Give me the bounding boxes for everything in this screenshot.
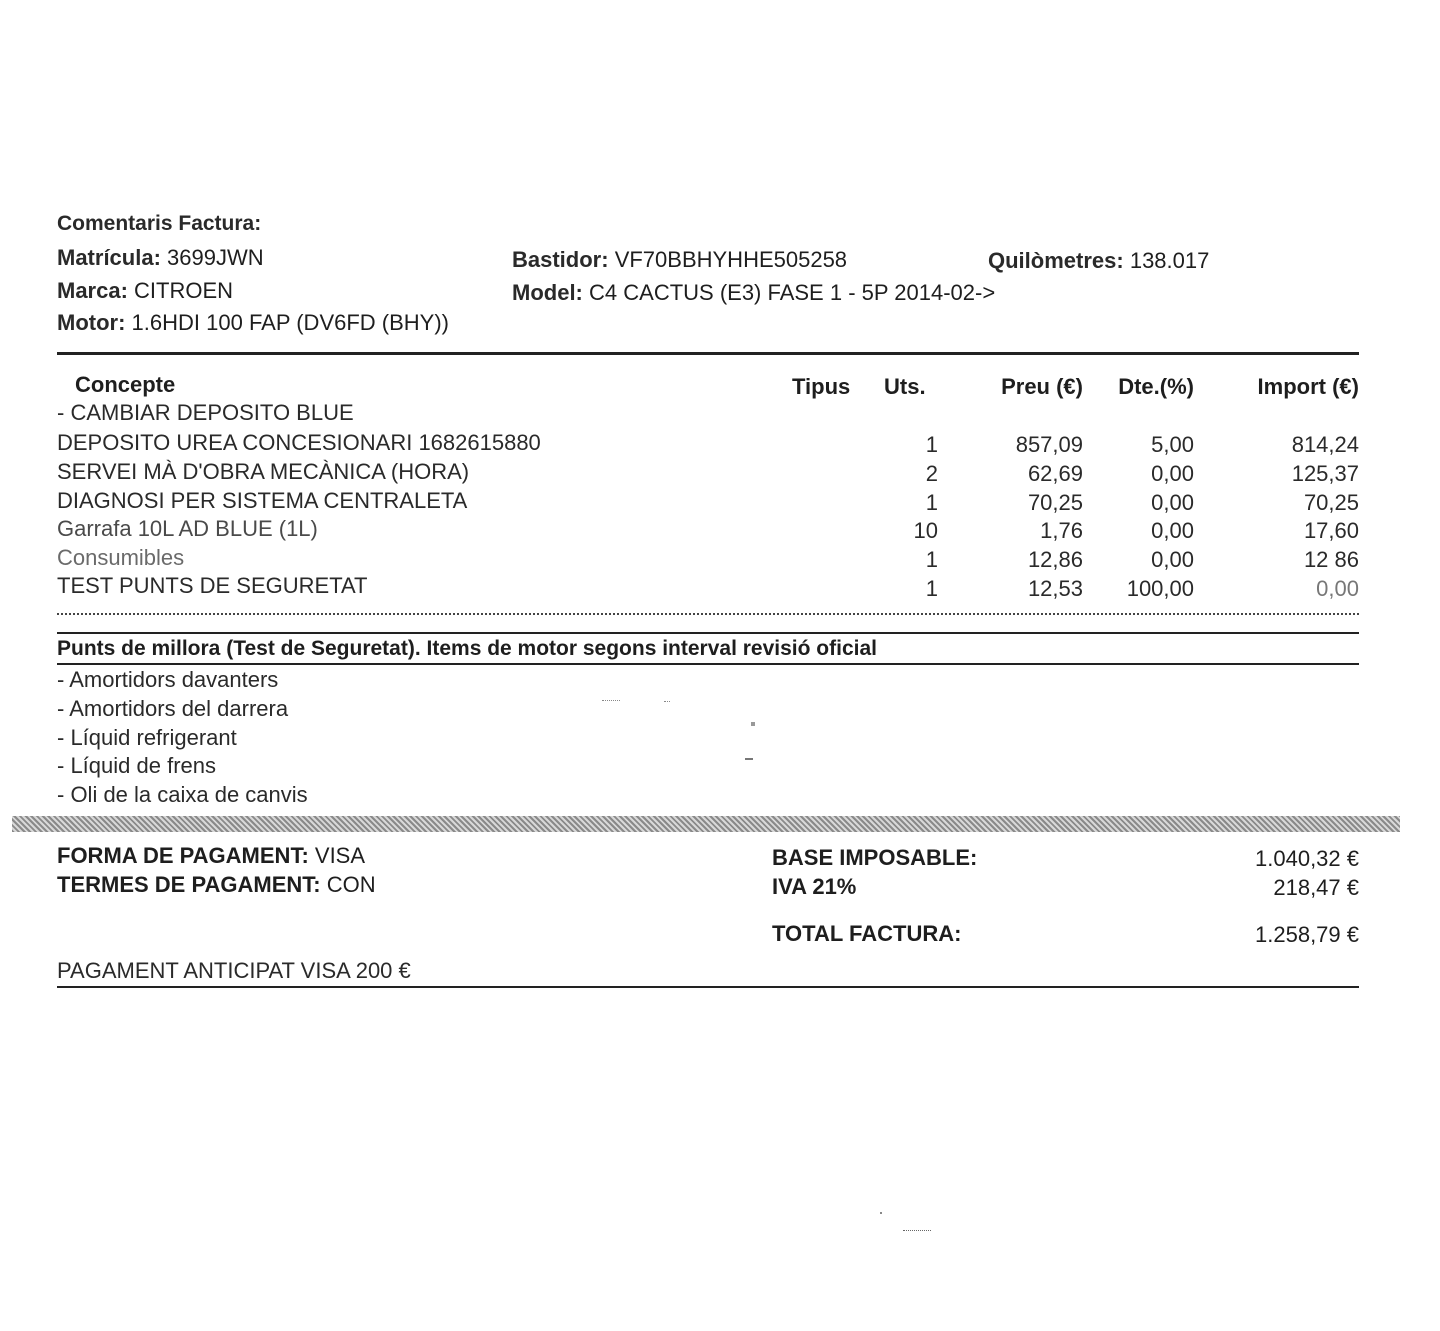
payment-terms-value: CON <box>326 872 376 897</box>
payment-method-label: FORMA DE PAGAMENT: <box>57 843 309 868</box>
mileage-label: Quilòmetres: <box>988 248 1124 273</box>
list-item: - Líquid refrigerant <box>57 725 237 750</box>
scan-speck <box>751 722 755 726</box>
row-concept: SERVEI MÀ D'OBRA MECÀNICA (HORA) <box>57 459 470 484</box>
scan-speck <box>602 700 620 702</box>
chassis-field <box>512 247 847 273</box>
improvements-title: Punts de millora (Test de Seguretat). Items de motor segons interval revisió oficial <box>57 637 877 660</box>
table-bottom-rule <box>57 613 1359 615</box>
row-concept: Garrafa 10L AD BLUE (1L) <box>57 516 318 541</box>
row-import: 17,60 <box>1303 518 1359 543</box>
row-import: 814,24 <box>1291 432 1359 457</box>
model-value: C4 CACTUS (E3) FASE 1 - 5P 2014-02-> <box>589 280 996 305</box>
row-uts: 1 <box>925 432 938 457</box>
improvements-title-rule <box>57 663 1359 665</box>
total-label: TOTAL FACTURA: <box>772 921 962 946</box>
row-concept: TEST PUNTS DE SEGURETAT <box>57 573 368 598</box>
mileage-field <box>988 248 1209 274</box>
col-preu: Preu (€) <box>1001 374 1083 399</box>
engine-value: 1.6HDI 100 FAP (DV6FD (BHY)) <box>131 310 450 335</box>
hatched-separator <box>12 816 1400 832</box>
model-field <box>512 280 995 306</box>
row-dte: 0,00 <box>1151 547 1194 572</box>
row-dte: 0,00 <box>1151 461 1194 486</box>
vat-label: IVA 21% <box>772 874 857 899</box>
row-preu: 70,25 <box>1027 490 1083 515</box>
plate-value: 3699JWN <box>167 245 264 270</box>
row-preu: 12,53 <box>1027 576 1083 601</box>
brand-label: Marca: <box>57 278 128 303</box>
row-uts: 2 <box>925 461 938 486</box>
row-dte: 0,00 <box>1151 490 1194 515</box>
footer-rule <box>57 986 1359 988</box>
row-preu: 1,76 <box>1040 518 1083 543</box>
list-item: - Líquid de frens <box>57 753 216 778</box>
scan-speck <box>903 1230 931 1233</box>
row-import: 12 86 <box>1303 547 1359 572</box>
row-preu: 62,69 <box>1027 461 1083 486</box>
section-title: - CAMBIAR DEPOSITO BLUE <box>57 400 354 425</box>
payment-method-field <box>57 843 365 869</box>
col-tipus: Tipus <box>792 374 851 399</box>
row-import: 70,25 <box>1303 490 1359 515</box>
brand-value: CITROEN <box>134 278 234 303</box>
scan-speck <box>745 758 753 760</box>
row-uts: 1 <box>925 490 938 515</box>
row-dte: 0,00 <box>1151 518 1194 543</box>
list-item: - Oli de la caixa de canvis <box>57 782 308 807</box>
plate-field <box>57 245 264 271</box>
row-concept: Consumibles <box>57 545 185 570</box>
vat-value: 218,47 € <box>1273 875 1359 900</box>
advance-payment-note: PAGAMENT ANTICIPAT VISA 200 € <box>57 958 411 983</box>
col-dte: Dte.(%) <box>1118 374 1194 399</box>
list-item: - Amortidors del darrera <box>57 696 289 721</box>
table-top-rule <box>57 352 1359 355</box>
payment-terms-label: TERMES DE PAGAMENT: <box>57 872 321 897</box>
col-uts: Uts. <box>884 374 926 399</box>
chassis-value: VF70BBHYHHE505258 <box>614 247 848 272</box>
total-value: 1.258,79 € <box>1255 922 1359 947</box>
scan-speck <box>664 701 670 703</box>
improvements-top-rule <box>57 632 1359 634</box>
row-uts: 1 <box>925 547 938 572</box>
engine-label: Motor: <box>57 310 126 335</box>
col-import: Import (€) <box>1257 374 1359 399</box>
payment-terms-field <box>57 872 376 898</box>
row-import: 125,37 <box>1291 461 1359 486</box>
chassis-label: Bastidor: <box>512 247 609 272</box>
row-concept: DIAGNOSI PER SISTEMA CENTRALETA <box>57 488 468 513</box>
plate-label: Matrícula: <box>57 245 161 270</box>
scan-speck <box>880 1212 882 1214</box>
row-dte: 100,00 <box>1126 576 1194 601</box>
col-concepte: Concepte <box>75 372 176 397</box>
base-value: 1.040,32 € <box>1255 846 1359 871</box>
base-label: BASE IMPOSABLE: <box>772 845 978 870</box>
model-label: Model: <box>512 280 583 305</box>
row-uts: 1 <box>925 576 938 601</box>
row-uts: 10 <box>913 518 938 543</box>
engine-field <box>57 310 449 336</box>
payment-method-value: VISA <box>314 843 366 868</box>
row-concept: DEPOSITO UREA CONCESIONARI 1682615880 <box>57 430 541 455</box>
list-item: - Amortidors davanters <box>57 667 279 692</box>
row-dte: 5,00 <box>1151 432 1194 457</box>
brand-field <box>57 278 233 304</box>
row-preu: 12,86 <box>1027 547 1083 572</box>
mileage-value: 138.017 <box>1129 248 1210 273</box>
row-import: 0,00 <box>1316 576 1359 601</box>
row-preu: 857,09 <box>1015 432 1083 457</box>
comments-title: Comentaris Factura: <box>57 212 262 235</box>
